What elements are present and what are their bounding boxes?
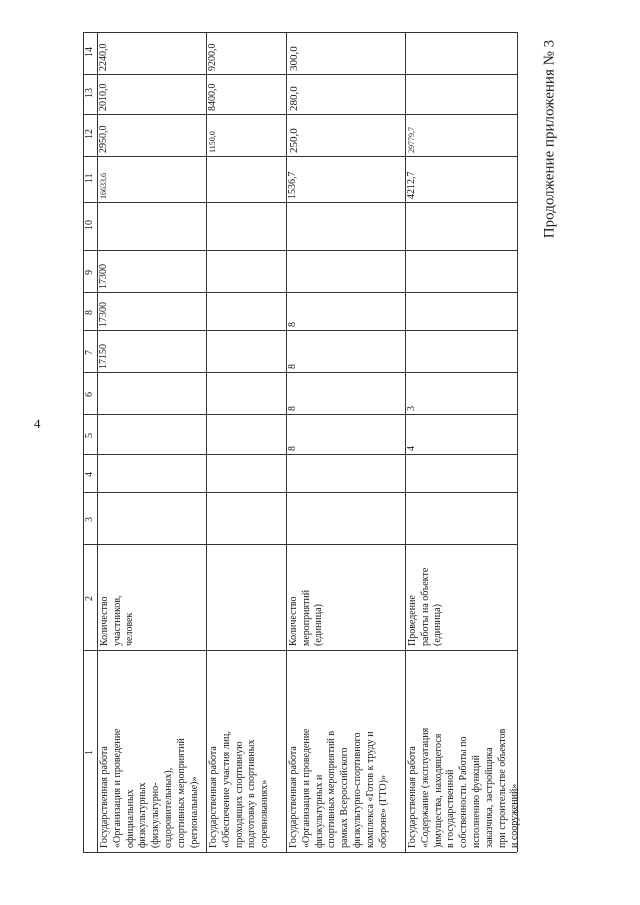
row-1-name-line: физкультурных (137, 782, 149, 848)
row-3-name-line: комплекса «Готов к труду и (364, 731, 376, 848)
row-1-col-14-value: 2240,0 (98, 43, 109, 71)
row-4-name-line: )имущества, находящегося (432, 733, 444, 848)
row-3-indicator-line: (единица) (313, 604, 324, 646)
table-divider (83, 250, 517, 251)
table-divider (286, 32, 287, 852)
row-3-name-line: физкультурно-спортивного (352, 732, 363, 848)
row-1-name-line: «Организация и проведение (111, 728, 123, 848)
table-divider (83, 414, 517, 415)
column-number-8: 8 (84, 310, 95, 315)
row-4-name-line: исполнению функций (471, 755, 482, 848)
row-1-col-13-value: 2010,0 (98, 83, 109, 111)
row-1-indicator-line: Количество (99, 596, 110, 646)
column-number-10: 10 (84, 220, 95, 230)
row-4-name-line: заказчика, застройщика (483, 747, 495, 848)
row-2-name-line: подготовку в спортивных (246, 739, 258, 848)
row-2-col-12-value: 1150,0 (208, 131, 217, 153)
row-3-indicator-line: мероприятий (300, 589, 312, 646)
row-3-name-line: обороне» (ГТО)» (377, 774, 389, 848)
row-2-name-line: Государственная работа (208, 746, 219, 848)
row-4-name-line: и сооружений» (509, 783, 521, 848)
column-number-7: 7 (84, 350, 95, 355)
column-number-1: 1 (84, 750, 95, 755)
table-border (83, 32, 84, 852)
table-border (83, 32, 517, 33)
row-1-name-line: официальных (124, 789, 136, 848)
row-4-col-5-value: 4 (406, 446, 417, 451)
row-4-indicator-line: работы на объекте (419, 567, 431, 646)
row-3-col-6-value: 8 (287, 406, 298, 411)
row-3-col-11-value: 1536,7 (287, 171, 298, 199)
row-1-col-11-value: 16633,6 (99, 173, 108, 199)
column-number-13: 13 (84, 88, 95, 98)
row-2-col-13-value: 8400,0 (207, 83, 218, 111)
row-1-name-line: Государственная работа (99, 746, 110, 848)
row-3-name-line: спортивных мероприятий в (326, 730, 338, 848)
page-number: 4 (34, 416, 41, 431)
row-3-col-8-value: 8 (287, 322, 298, 327)
row-4-name-line: «Содержание (эксплуатация (419, 727, 431, 848)
row-4-name-line: Государственная работа (407, 746, 418, 848)
table-divider (83, 650, 517, 651)
table-divider (83, 372, 517, 373)
column-number-2: 2 (84, 596, 95, 601)
row-3-col-7-value: 8 (287, 364, 298, 369)
row-4-col-6-value: 3 (406, 406, 417, 411)
row-4-indicator-line: Проведение (407, 595, 418, 646)
page-header (530, 30, 570, 248)
column-number-3: 3 (84, 517, 95, 522)
table-divider (83, 202, 517, 203)
row-1-col-12-value: 2950,0 (98, 125, 109, 153)
row-1-col-8-value: 17300 (98, 302, 109, 327)
row-4-name-line: в государственной (445, 769, 457, 848)
column-number-14: 14 (84, 47, 95, 57)
table-divider (206, 32, 207, 852)
table-divider (83, 544, 517, 545)
table-divider (405, 32, 406, 852)
table-divider (83, 492, 517, 493)
table-divider (83, 114, 517, 115)
column-number-12: 12 (84, 129, 95, 139)
row-3-col-5-value: 8 (287, 446, 298, 451)
table-border (517, 32, 518, 852)
table-divider (97, 32, 98, 852)
row-4-name-line: при строительстве объектов (496, 728, 508, 848)
row-1-col-9-value: 17300 (98, 264, 109, 289)
column-number-6: 6 (84, 392, 95, 397)
row-2-name-line: проходящих спортивную (233, 741, 245, 848)
table-divider (83, 156, 517, 157)
row-1-name-line: (региональные)» (188, 776, 200, 848)
column-number-11: 11 (84, 173, 95, 183)
column-number-9: 9 (84, 270, 95, 275)
row-3-name-line: Государственная работа (288, 746, 299, 848)
row-1-indicator-line: участников, (111, 595, 123, 646)
row-3-name-line: рамках Всероссийского (339, 747, 351, 848)
data-table (83, 32, 521, 852)
row-4-col-12-value: 29779,7 (407, 127, 416, 153)
table-divider (83, 330, 517, 331)
row-1-col-7-value: 17150 (98, 344, 109, 369)
row-3-col-12-value: 250,0 (288, 128, 300, 153)
table-border (83, 852, 517, 853)
table-divider (83, 292, 517, 293)
row-2-name-line: соревнованиях» (259, 779, 271, 848)
table-divider (83, 454, 517, 455)
header-title: Продолжение приложения № 3 (541, 39, 558, 239)
row-3-name-line: физкультурных и (313, 774, 325, 848)
row-1-indicator-line: человек (124, 612, 135, 646)
row-4-col-11-value: 4212,7 (406, 171, 417, 199)
table-divider (83, 74, 517, 75)
row-3-col-14-value: 300,0 (288, 46, 300, 71)
row-3-name-line: «Организация и проведение (300, 728, 312, 848)
row-4-name-line: собственности. Работы по (458, 736, 470, 848)
column-number-5: 5 (84, 433, 95, 438)
row-3-indicator-line: Количество (288, 596, 299, 646)
column-number-4: 4 (84, 472, 95, 477)
row-2-name-line: «Обеспечение участия лиц, (220, 731, 232, 848)
row-4-indicator-line: (единица) (432, 604, 443, 646)
row-1-name-line: спортивных мероприятий (175, 738, 187, 848)
row-2-col-14-value: 9200,0 (207, 43, 218, 71)
row-1-name-line: оздоровительных), (163, 767, 174, 848)
row-1-name-line: (физкультурно- (150, 782, 162, 848)
row-3-col-13-value: 280,0 (288, 86, 300, 111)
